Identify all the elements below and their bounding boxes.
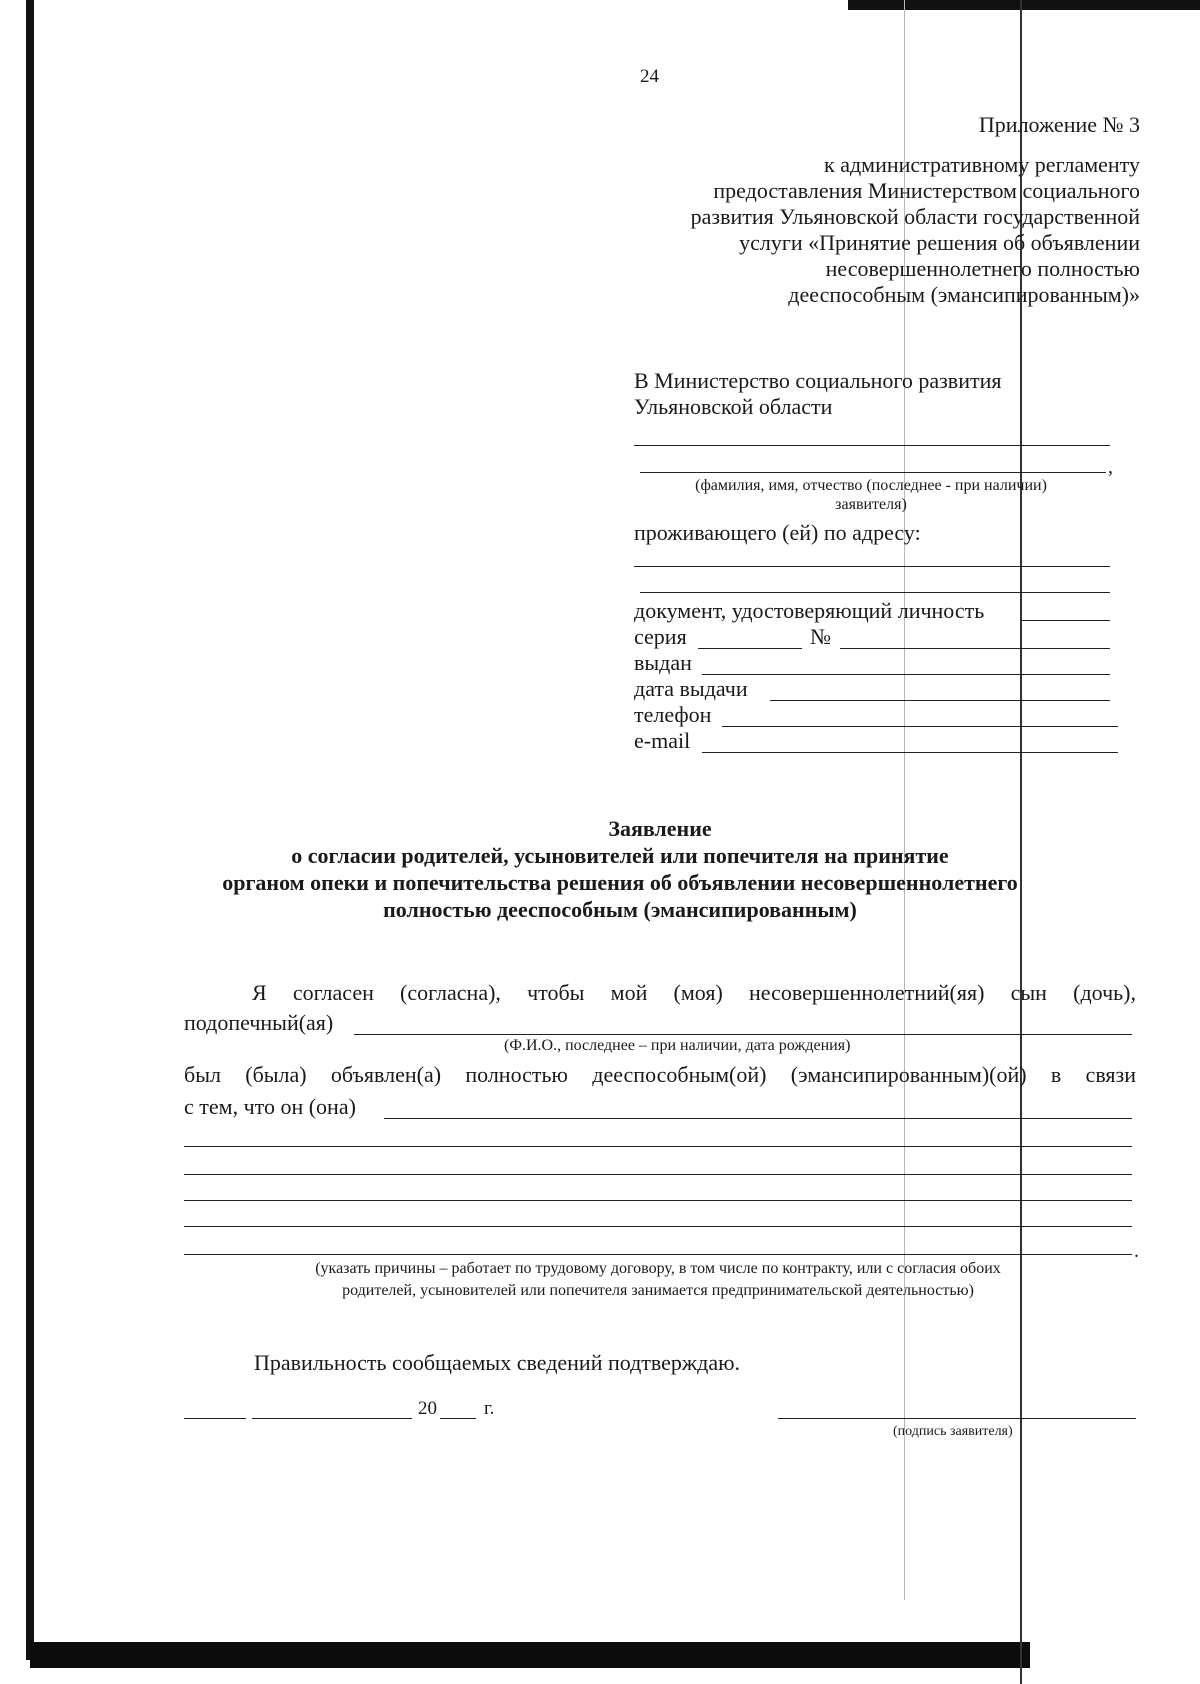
series-line (698, 648, 802, 649)
addressee-line: В Министерство социального развития (634, 368, 1002, 393)
document-subtitle-line: полностью дееспособным (эмансипированным) (383, 897, 857, 922)
addressee-line: Ульяновской области (634, 394, 833, 419)
scan-edge-left (26, 0, 34, 1660)
applicant-name-line-1 (634, 445, 1110, 446)
appendix-line: услуги «Принятие решения об объявлении (739, 230, 1140, 255)
scan-edge-bottom (30, 1642, 1030, 1668)
email-line (702, 752, 1118, 753)
period-mark: . (1134, 1240, 1139, 1262)
number-line (840, 648, 1110, 649)
email-label: e-mail (634, 728, 691, 753)
appendix-line: к административному регламенту (824, 152, 1140, 177)
id-document-label: документ, удостоверяющий личность (634, 598, 985, 623)
date-year-line (440, 1418, 476, 1419)
address-line-2 (640, 592, 1110, 593)
appendix-line: несовершеннолетнего полностью (825, 256, 1140, 281)
reason-line-3 (184, 1174, 1132, 1175)
address-label: проживающего (ей) по адресу: (634, 520, 921, 545)
appendix-title: Приложение № 3 (978, 112, 1140, 137)
reason-line-2 (184, 1146, 1132, 1147)
comma-mark: , (1108, 456, 1113, 478)
consent-statement: Я согласен (согласна), чтобы мой (моя) несовершеннолетний(яя) сын (дочь), (252, 980, 1136, 1005)
reason-line-4 (184, 1200, 1132, 1201)
id-document-line (1022, 620, 1110, 621)
declared-statement: был (была) объявлен(а) полностью дееспособным(ой) (эмансипированным)(ой) в связи (184, 1062, 1136, 1087)
document-title: Заявление (608, 816, 712, 841)
appendix-line: развития Ульяновской области государственной (690, 204, 1140, 229)
year-prefix: 20 (418, 1398, 437, 1419)
date-month-line (252, 1418, 412, 1419)
reason-caption: (указать причины – работает по трудовому договору, в том числе по контракту, или с согласия обоих (315, 1260, 1001, 1277)
ward-label: подопечный(ая) (184, 1010, 334, 1035)
year-suffix: г. (484, 1398, 495, 1419)
series-label: серия (634, 624, 687, 649)
phone-line (722, 726, 1118, 727)
document-subtitle-line: о согласии родителей, усыновителей или попечителя на принятие (291, 843, 949, 868)
page-number: 24 (640, 66, 659, 87)
appendix-line: дееспособным (эмансипированным)» (788, 282, 1140, 307)
reason-line-5 (184, 1226, 1132, 1227)
confirmation-statement: Правильность сообщаемых сведений подтверждаю. (254, 1350, 741, 1375)
issued-by-label: выдан (634, 650, 692, 675)
ward-caption: (Ф.И.О., последнее – при наличии, дата рождения) (504, 1037, 851, 1054)
reason-line-6 (184, 1254, 1132, 1255)
date-day-line (184, 1418, 246, 1419)
reason-caption: родителей, усыновителей или попечителя занимается предпринимательской деятельностью) (342, 1282, 974, 1299)
document-subtitle-line: органом опеки и попечительства решения об объявлении несовершеннолетнего (222, 870, 1018, 895)
reason-line-1 (384, 1118, 1132, 1119)
reason-label: с тем, что он (она) (184, 1094, 356, 1119)
appendix-line: предоставления Министерством социального (713, 178, 1140, 203)
applicant-name-caption: заявителя) (835, 496, 907, 513)
phone-label: телефон (634, 702, 712, 727)
issue-date-line (770, 700, 1110, 701)
signature-line (778, 1418, 1136, 1419)
scan-edge-top (848, 0, 1200, 10)
ward-name-line (354, 1034, 1132, 1035)
issue-date-label: дата выдачи (634, 676, 748, 701)
number-label: № (810, 624, 831, 649)
issued-by-line (702, 674, 1110, 675)
applicant-name-line-2 (640, 472, 1106, 473)
applicant-name-caption: (фамилия, имя, отчество (последнее - при наличии) (695, 477, 1047, 494)
signature-caption: (подпись заявителя) (893, 1424, 1013, 1439)
address-line-1 (634, 566, 1110, 567)
